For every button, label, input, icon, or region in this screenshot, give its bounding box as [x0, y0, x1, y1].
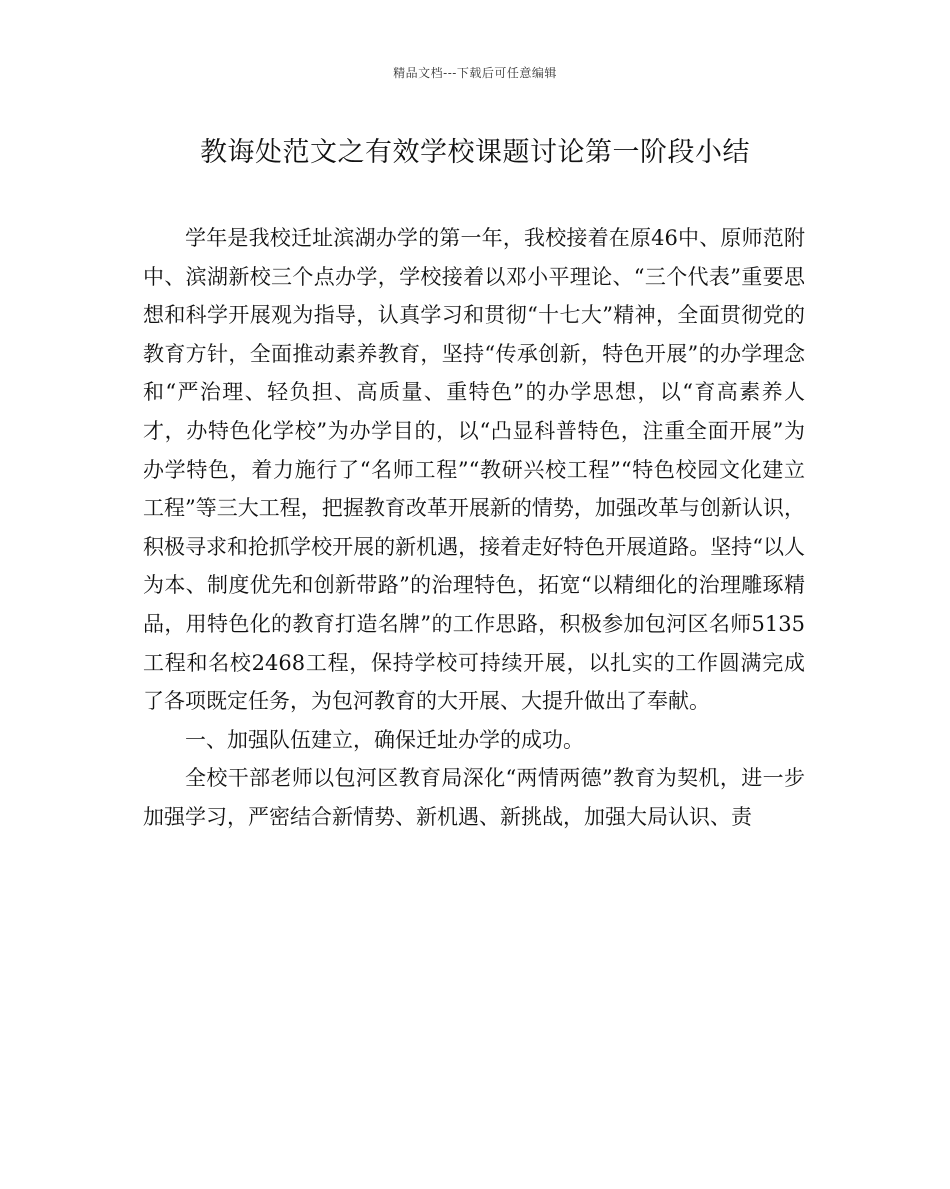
header-note: 精品文档---下载后可任意编辑: [393, 66, 557, 80]
document-title: 教诲处范文之有效学校课题讨论第一阶段小结: [200, 137, 750, 168]
paragraph-section-heading: 一、加强队伍建立，确保迁址办学的成功。: [185, 727, 584, 752]
document-body: [143, 219, 805, 837]
paragraph-continuation: 全校干部老师以包河区教育局深化“两情两德”教育为契机，进一步加强学习，严密结合新情势、新机遇、新挑战，加强大局认识、责: [143, 766, 805, 829]
paragraph-intro: 学年是我校迁址滨湖办学的第一年，我校接着在原46中、原师范附中、滨湖新校三个点办学，学校接着以邓小平理论、“三个代表”重要思想和科学开展观为指导，认真学习和贯彻“十七大”精神，全面贯彻党的教育方针，全面推动素养教育，坚持“传承创新，特色开展”的办学理念和“严治理、轻负担、高质量、重特色”的办学思想，以“育高素养人才，办特色化学校”为办学目的，以“凸显科普特色，注重全面开展”为办学特色，着力施行了“名师工程”“教研兴校工程”“特色校园文化建立工程”等三大工程，把握教育改革开展新的情势，加强改革与创新认识，积极寻求和抢抓学校开展的新机遇，接着走好特色开展道路。坚持“以人为本、制度优先和创新带路”的治理特色，拓宽“以精细化的治理雕琢精品，用特色化的教育打造名牌”的工作思路，积极参加包河区名师5135工程和名校2468工程，保持学校可持续开展，以扎实的工作圆满完成了各项既定任务，为包河教育的大开展、大提升做出了奉献。: [143, 226, 805, 714]
